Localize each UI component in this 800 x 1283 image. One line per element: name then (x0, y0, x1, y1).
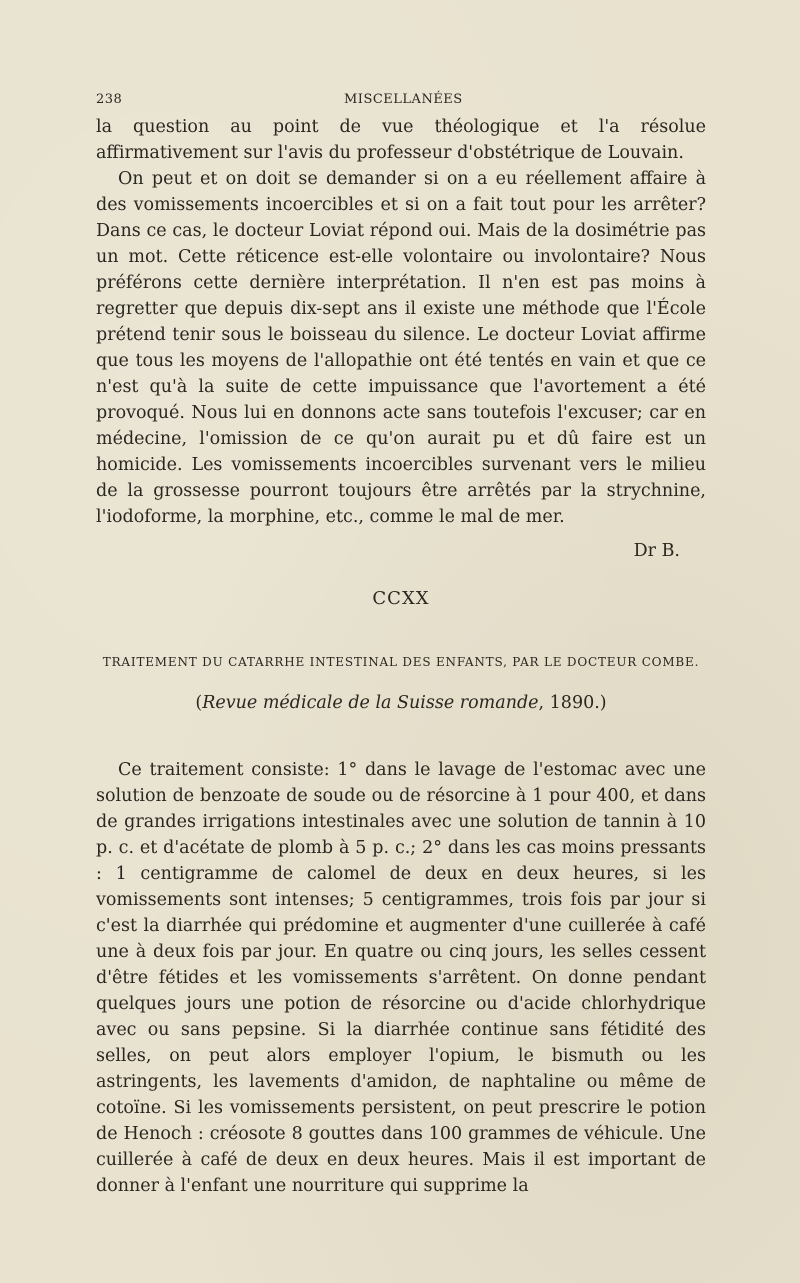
section-number: CCXX (372, 588, 430, 609)
page-number: 238 (96, 92, 123, 107)
running-head (96, 88, 706, 114)
running-title: MISCELLANÉES (344, 92, 463, 107)
paragraph-continuation: la question au point de vue théologique et l'a résolue affirmativement sur l'avis du professeur d'obstétrique de Louvain. (96, 117, 706, 163)
paragraph-commentary: On peut et on doit se demander si on a eu réellement affaire à des vomissements incoercibles et si on a fait tout pour les arrêter? Dans ce cas, le docteur Loviat répond oui. Mais de la dosimétrie pas un mot. Cette réticence est-elle volontaire ou involontaire? Nous préférons cette dernière interprétation. Il n'en est pas moins à regretter que depuis dix-sept ans il existe une méthode que l'École prétend tenir sous le boisseau du silence. Le docteur Loviat affirme que tous les moyens de l'allopathie ont été tentés en vain et que ce n'est qu'à la suite de cette impuissance que l'avortement a été provoqué. Nous lui en donnons acte sans toutefois l'excuser; car en médecine, l'omission de ce qu'on aurait pu et dû faire est un homicide. Les vomissements incoercibles survenant vers le milieu de la grossesse pourront toujours être arrêtés par la strychnine, l'iodoforme, la morphine, etc., comme le mal de mer. (96, 169, 706, 527)
page-content (96, 88, 706, 1199)
citation-rest: , 1890.) (538, 693, 607, 713)
signature: Dr B. (633, 541, 680, 561)
citation (96, 693, 706, 713)
citation-journal: Revue médicale de la Suisse romande (202, 693, 539, 713)
paragraph-treatment: Ce traitement consiste: 1° dans le lavage de l'estomac avec une solution de benzoate de soude ou de résorcine à 1 pour 400, et dans de grandes irrigations intestinales avec une solution de tannin à 10 p. c. et d'acétate de plomb à 5 p. c.; 2° dans les cas moins pressants : 1 centigramme de calomel de deux en deux heures, si les vomissements sont intenses; 5 centigrammes, trois fois par jour si c'est la diarrhée qui prédomine et augmenter d'une cuillerée à café une à deux fois par jour. En quatre ou cinq jours, les selles cessent d'être fétides et les vomissements s'arrêtent. On donne pendant quelques jours une potion de résorcine ou d'acide chlorhydrique avec ou sans pepsine. Si la diarrhée continue sans fétidité des selles, on peut alors employer l'opium, le bismuth ou les astringents, les lavements d'amidon, de naphtaline ou même de cotoïne. Si les vomissements persistent, on peut prescrire le potion de Henoch : créosote 8 gouttes dans 100 grammes de véhicule. Une cuillerée à café de deux en deux heures. Mais il est important de donner à l'enfant une nourriture qui supprime la (96, 760, 706, 1196)
article-title: TRAITEMENT DU CATARRHE INTESTINAL DES ENFANTS, PAR LE DOCTEUR COMBE. (102, 655, 700, 669)
citation-open: ( (195, 693, 203, 713)
